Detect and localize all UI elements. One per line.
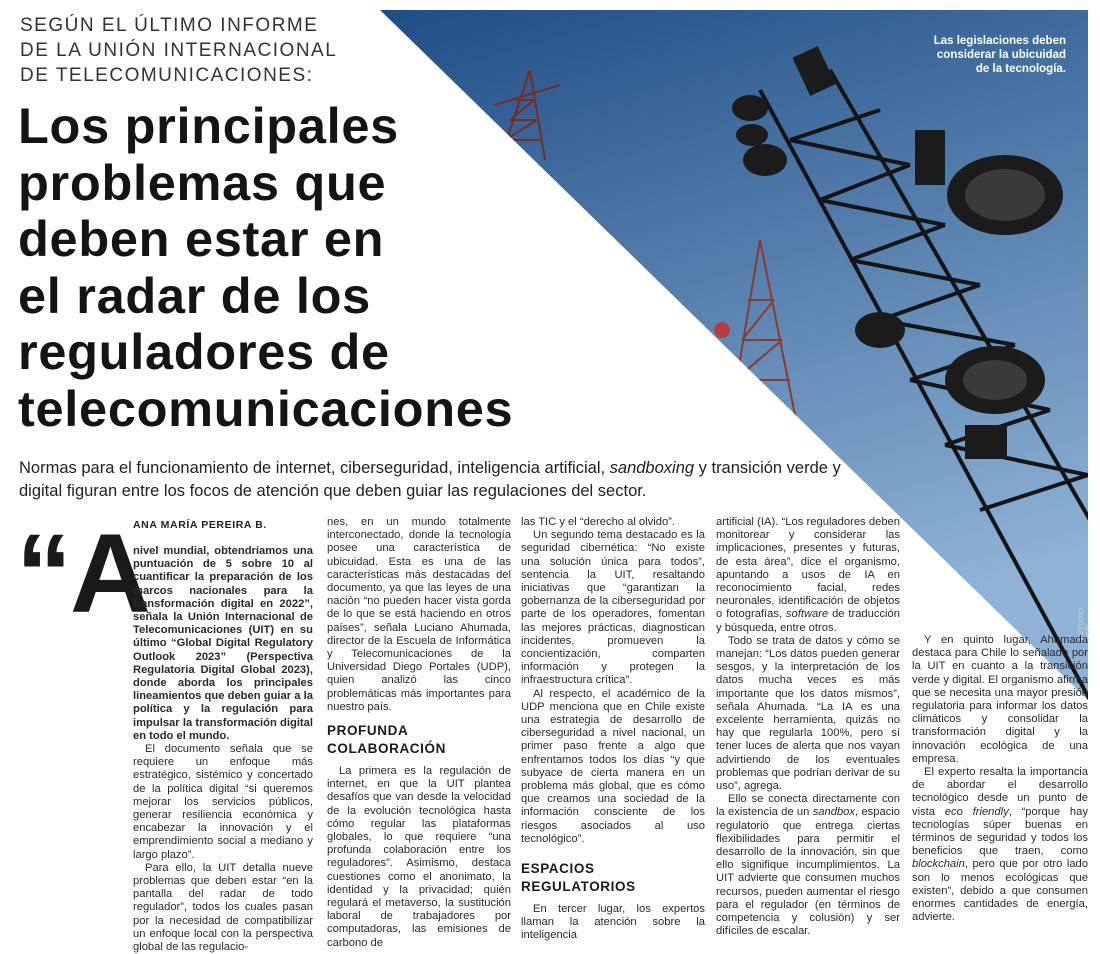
text: Ello se conecta directamente con la existencia de un [716, 793, 900, 819]
drop-cap: “A [16, 511, 149, 636]
subheading-line: PROFUNDA [327, 723, 409, 739]
paragraph [716, 793, 900, 938]
article-column-5 [912, 634, 1088, 924]
caption-line: Las legislaciones deben [933, 35, 1066, 47]
photo-caption [880, 34, 1066, 76]
dek [19, 457, 849, 503]
italic-text: eco friendly [944, 805, 1009, 818]
paragraph: nes, en un mundo totalmente interconectado, donde la tecnología posee una característica de ubicuidad. Esta es una de las características más destacadas del documento, ya que las leyes de una nación “no pueden hacer vista gorda de lo que se está haciendo en otros países”, señala Luciano Ahumada, director de la Escuela de Informática y Telecomunicaciones de la Universidad Diego Portales (UDP), quien analizó las cinco problemáticas más importantes para nuestro país. [327, 516, 511, 713]
dek-italic: sandboxing [609, 459, 695, 477]
headline [18, 98, 578, 437]
subheading-line: COLABORACIÓN [327, 741, 446, 757]
dek-text: Normas para el funcionamiento de internet, ciberseguridad, inteligencia artificial, [19, 459, 610, 477]
subheading-line: REGULATORIOS [521, 879, 636, 895]
italic-text: sandbox [812, 806, 855, 819]
kicker-line: DE TELECOMUNICACIONES: [20, 65, 314, 86]
paragraph: La primera es la regulación de internet, en que la UIT plantea desafíos que van desde la velocidad de la evolución tecnológica hasta cómo regular las plataformas globales, lo que requiere “una profunda colaboración entre los reguladores”. Asimismo, destaca cuestiones como el anonimato, la identidad y la privacidad; quién regulará el metaverso, la sustitución laboral de trabajadores por computadoras, las emisiones de carbono de [327, 765, 511, 949]
subheading [327, 722, 511, 758]
headline-line: Los principales [18, 97, 399, 154]
paragraph: Todo se trata de datos y cómo se manejan: “Los datos pueden generar sesgos, y la interpretación de los datos mucha veces es más importante que los datos mismos”, señala Ahumada. “La IA es una excelente herramienta, quizás no hay que regularla 100%, pero sí tener luces de alerta que nos vayan advirtiendo de los eventuales problemas que podrían derivar de su uso”, agrega. [716, 634, 900, 793]
paragraph: Un segundo tema destacado es la seguridad cibernética: “No existe una solución única para todos”, sentencia la UIT, resaltando iniciativas que “garantizan la gobernanza de la ciberseguridad por parte de los operadores, fomentan las mejores prácticas, diagnostican incidentes, promueven la concientización, comparten información y protegen la infraestructura crítica”. [521, 529, 705, 687]
paragraph: Al respecto, el académico de la UDP menciona que en Chile existe una estrategia de desarrollo de ciberseguridad a nivel nacional, un primer paso frente a algo que enfrentamos todos los días “y que subyace de cierta manera en un problema más global, que es cómo que creamos una sociedad de la información consciente de los riesgos asociados al uso tecnológico”. [521, 687, 705, 845]
italic-text: software [785, 608, 829, 621]
article-column-1 [133, 545, 313, 954]
paragraph [912, 766, 1088, 924]
text: de traducción y búsqueda, entre otros. [716, 608, 900, 634]
kicker [20, 13, 360, 88]
article-column-3 [521, 516, 705, 943]
headline-line: telecomunicaciones [18, 379, 514, 437]
headline-line: problemas que [18, 153, 387, 211]
paragraph: Para ello, la UIT detalla nueve problemas que deben estar “en la pantalla del radar de todo regulador”, todos los cuales pasan por la necesidad de compatibilizar un enfoque local con la perspectiva global de las regulacio- [133, 861, 313, 954]
headline-line: el radar de los [18, 266, 371, 324]
caption-line: de la tecnología. [975, 63, 1066, 75]
article-column-4 [716, 516, 900, 939]
text: El experto resalta la importancia de abordar el desarrollo tecnológico desde un punto de vista [912, 766, 1088, 818]
paragraph [716, 516, 900, 635]
kicker-line: SEGÚN EL ÚLTIMO INFORME [20, 15, 319, 36]
caption-line: considerar la ubicuidad [936, 49, 1066, 61]
paragraph: las TIC y el “derecho al olvido”. [521, 516, 675, 528]
article-column-2 [327, 516, 511, 950]
dek-text: y transición verde y digital figuran entre los focos de atención que deben guiar las regulaciones del sector. [19, 459, 841, 500]
paragraph: En tercer lugar, los expertos llaman la atención sobre la inteligencia [521, 903, 705, 942]
text: , “porque hay tecnologías súper buenas en términos de seguridad y todos los beneficios que traen, como [912, 805, 1088, 858]
headline-line: reguladores de [18, 323, 390, 380]
byline: ANA MARÍA PEREIRA B. [133, 519, 267, 531]
headline-line: deben estar en [18, 210, 385, 267]
lead-paragraph: nivel mundial, obtendríamos una puntuación de 5 sobre 10 al cuantificar la preparación de los marcos nacionales para la transformación digital en 2022”, señala la Unión Internacional de Telecomunicaciones (UIT) en su último “Global Digital Regulatory Outlook 2023” (Perspectiva Regulatoria Digital Global 2023), donde aborda los principales lineamientos que deben guiar a la política y la regulación para impulsar la transformación digital en todo el mundo. [133, 545, 313, 742]
text: artificial (IA). “Los reguladores deben monitorear y considerar las implicaciones, presentes y futuras, de esta área”, dice el organismo, apuntando a usos de IA en reconocimiento facial, redes neuronales, identificación de objetos o fotografías, [716, 516, 900, 621]
subheading-line: ESPACIOS [521, 861, 595, 877]
text: , pero que por otro lado son lo menos ecológicas que existen”, debido a que consumen enormes cantidades de energía, advierte. [912, 858, 1088, 924]
text: , espacio regulatorio que entrega ciertas flexibilidades para permitir el desarrollo de la innovación, sin que ello signifique incumplimientos. La UIT advierte que consumen muchos recursos, pueden aumentar el riesgo para el regulador (en términos de competencia y colusión) y ser difíciles de escalar. [716, 806, 901, 938]
subheading [521, 860, 705, 896]
paragraph: El documento señala que se requiere un enfoque más estratégico, sistémico y concertado de la política digital “si queremos mejorar los servicios públicos, generar resiliencia económica y encabezar la innovación y el emprendimiento social a mediano y largo plazo”. [133, 743, 313, 861]
italic-text: blockchain [912, 858, 965, 871]
kicker-line: DE LA UNIÓN INTERNACIONAL [20, 40, 338, 61]
paragraph: Y en quinto lugar, Ahumada destaca para Chile lo señalado por la UIT en cuanto a la transición verde y digital. El organismo afirma que se necesita una mayor presión regulatoria para informar los datos climáticos y consolidar la transformación digital y la innovación ecológica de una empresa. [912, 634, 1088, 765]
photo-credit: ESTUDIO PAEL [1078, 607, 1092, 640]
